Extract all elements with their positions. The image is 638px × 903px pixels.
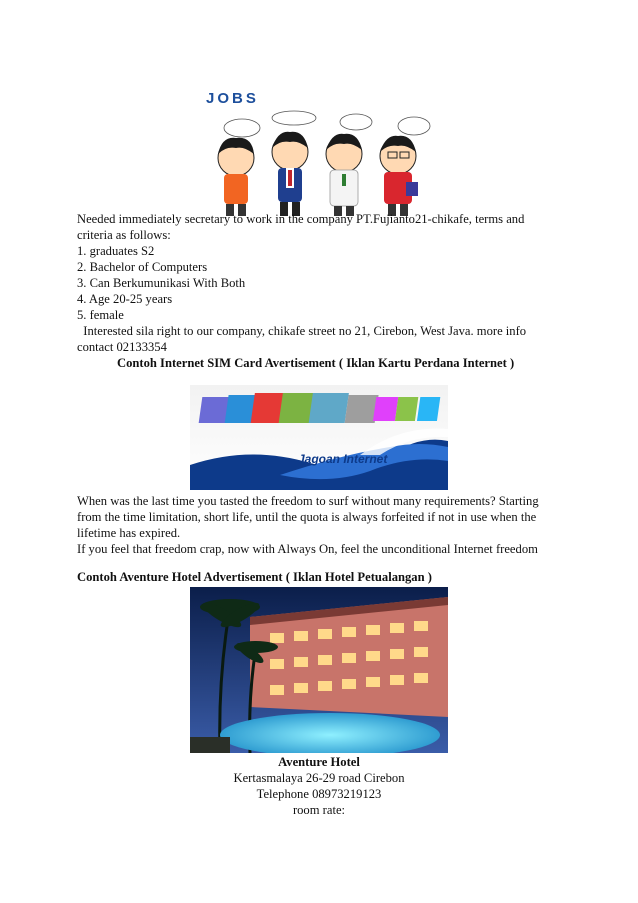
hotel-name: Aventure Hotel [278, 755, 360, 769]
jobs-body-line: Needed immediately secretary to work in the company PT.Fujianto21-chikafe, terms and [77, 212, 525, 226]
sim-body-line: If you feel that freedom crap, now with Always On, feel the unconditional Internet freedom [77, 542, 538, 556]
hotel-address: Kertasmalaya 26-29 road Cirebon [233, 771, 405, 785]
jobs-body-line: criteria as follows: [77, 228, 171, 242]
jobs-body-line: 2. Bachelor of Computers [77, 260, 208, 274]
jobs-body-line: 5. female [77, 308, 124, 322]
sim-body-line: lifetime has expired. [77, 526, 181, 540]
jobs-body-line: contact 02133354 [77, 340, 167, 354]
hotel-room-rate: room rate: [292, 803, 346, 817]
hotel-telephone: Telephone 08973219123 [256, 787, 382, 801]
sim-ad-heading: Contoh Internet SIM Card Avertisement ( Iklan Kartu Perdana Internet ) [117, 356, 515, 370]
jobs-body-line: 3. Can Berkumunikasi With Both [77, 276, 246, 290]
sim-ad-tagline: Jagoan Internet [298, 452, 388, 466]
hotel-photo [190, 587, 448, 753]
jobs-banner-text: JOBS [206, 90, 259, 107]
jobs-illustration [192, 70, 432, 216]
hotel-ad-heading: Contoh Aventure Hotel Advertisement ( Iklan Hotel Petualangan ) [77, 570, 432, 584]
sim-body-line: from the time limitation, short life, until the quota is always forfeited if not in use when the [77, 510, 537, 524]
sim-card-ad-image [190, 385, 448, 490]
jobs-body-line: 4. Age 20-25 years [77, 292, 173, 306]
sim-body-line: When was the last time you tasted the freedom to surf without many requirements? Starting [77, 494, 539, 508]
jobs-body-line: Interested sila right to our company, chikafe street no 21, Cirebon, West Java. more info [77, 324, 527, 338]
jobs-body-line: 1. graduates S2 [77, 244, 155, 258]
